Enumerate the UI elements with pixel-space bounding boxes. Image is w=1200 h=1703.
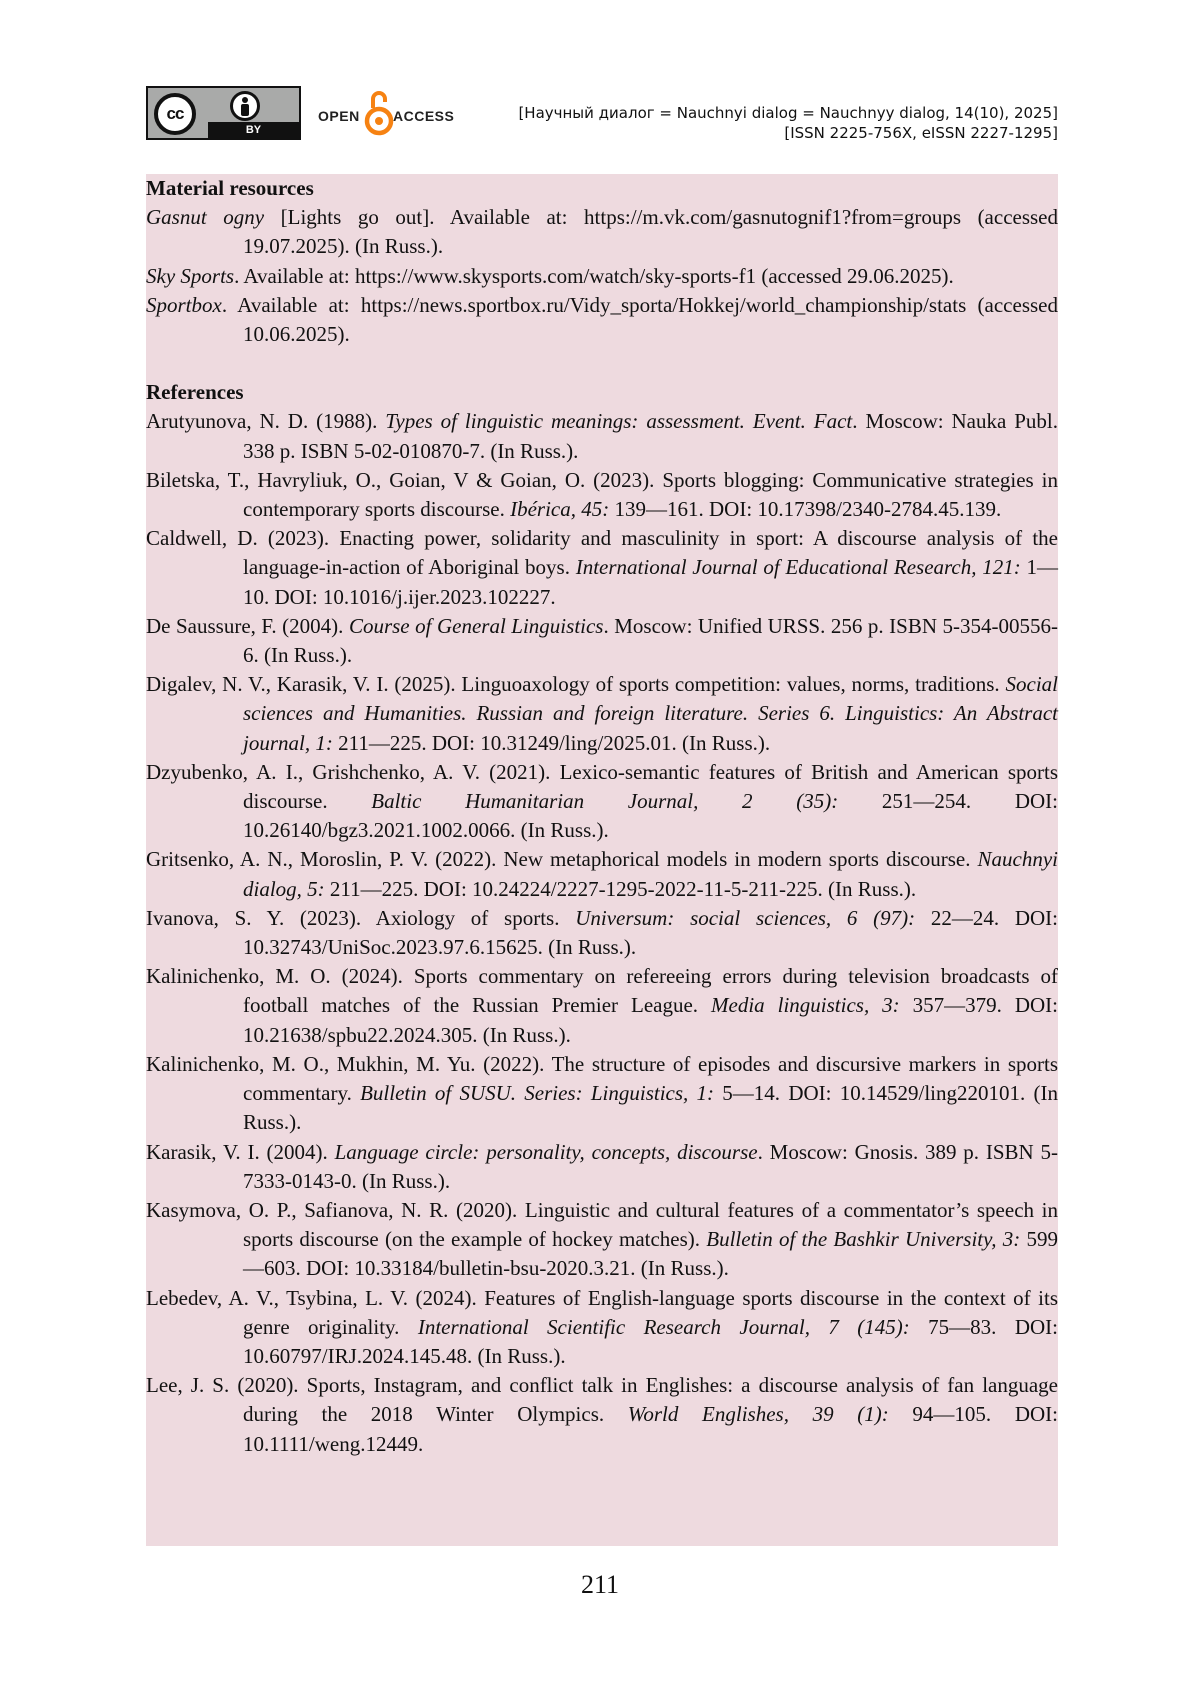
reference-item (146, 845, 1058, 903)
reference-item (146, 1196, 1058, 1284)
italic-text: World Englishes, 39 (1): (627, 1402, 889, 1427)
open-access-open-text: OPEN (318, 108, 360, 124)
text-segment: Dzyubenko, A. I., Grishchenko, A. V. (2021). Lexico-semantic features of British and American sports discourse. (146, 759, 1058, 814)
text-segment: Kasymova, O. P., Safianova, N. R. (2020). Linguistic and cultural features of a commentator’s speech in sports discourse (on the example of hockey matches). (146, 1197, 1058, 1252)
reference-item (146, 670, 1058, 758)
text-segment: Ivanova, S. Y. (2023). Axiology of sports. (146, 905, 576, 930)
reference-item (146, 466, 1058, 524)
italic-text: Course of General Linguistics (348, 613, 604, 638)
italic-text: Baltic Humanitarian Journal, 2 (35): (371, 789, 839, 814)
text-segment: 94—105. DOI: 10.1111/weng.12449. (243, 1402, 1058, 1456)
reference-item (146, 612, 1058, 670)
text-segment: 211—225. DOI: 10.24224/2227-1295-2022-11-5-211-225. (In Russ.). (324, 876, 917, 901)
open-access-lock-icon (364, 88, 394, 138)
italic-text: Gasnut ogny (146, 205, 265, 230)
text-segment: . Moscow: Gnosis. 389 p. ISBN 5-7333-0143-0. (In Russ.). (243, 1139, 1058, 1193)
cc-icon: cc (154, 93, 196, 135)
material-resource-item (146, 291, 1058, 349)
text-segment: . Available at: https://news.sportbox.ru/Vidy_sporta/Hokkej/world_championship/stats (accessed 10.06.2025). (221, 292, 1058, 347)
journal-title-line: [Научный диалог = Nauchnyi dialog = Nauchnyy dialog, 14(10), 2025] (518, 104, 1058, 122)
by-label: BY (245, 124, 262, 136)
page-header (146, 86, 1058, 142)
text-segment: 22—24. DOI: 10.32743/UniSoc.2023.97.6.15625. (In Russ.). (243, 905, 1058, 960)
references-section (146, 174, 1058, 1546)
text-segment: Kalinichenko, M. O. (2024). Sports commentary on refereeing errors during television broadcasts of football matches of the Russian Premier League. (146, 964, 1058, 1018)
italic-text: Nauchnyi dialog, 5: (243, 847, 1058, 901)
text-segment: . Moscow: Unified URSS. 256 p. ISBN 5-354-00556-6. (In Russ.). (243, 613, 1058, 668)
cc-by-license-badge[interactable] (146, 86, 301, 140)
italic-text: Sportbox (146, 292, 222, 317)
text-segment: 599—603. DOI: 10.33184/bulletin-bsu-2020.3.21. (In Russ.). (243, 1227, 1058, 1281)
reference-item (146, 904, 1058, 962)
references-list (146, 407, 1058, 1458)
text-segment: 1—10. DOI: 10.1016/j.ijer.2023.102227. (243, 555, 1058, 609)
reference-item (146, 1284, 1058, 1372)
open-access-access-text: ACCESS (393, 108, 455, 124)
text-segment: Karasik, V. I. (2004). (146, 1139, 335, 1164)
text-segment: 251—254. DOI: 10.26140/bgz3.2021.1002.0066. (In Russ.). (243, 789, 1058, 843)
text-segment: Lebedev, A. V., Tsybina, L. V. (2024). Features of English-language sports discourse in the context of its genre originality. (146, 1285, 1058, 1339)
text-segment: [Lights go out]. Available at: https://m.vk.com/gasnutognif1?from=groups (accessed 19.07.2025). (In Russ.). (243, 205, 1059, 259)
material-resources-heading: Material resources (146, 176, 314, 200)
text-segment: De Saussure, F. (2004). (146, 613, 349, 638)
reference-item (146, 407, 1058, 465)
italic-text: Bulletin of the Bashkir University, 3: (706, 1227, 1021, 1252)
reference-item (146, 962, 1058, 1050)
text-segment: Arutyunova, N. D. (1988). (146, 409, 386, 434)
journal-issn-line: [ISSN 2225-756X, eISSN 2227-1295] (784, 124, 1058, 142)
italic-text: Types of linguistic meanings: assessment. Event. Fact (385, 409, 853, 434)
page-number: 211 (580, 1570, 620, 1599)
text-segment: 5—14. DOI: 10.14529/ling220101. (In Russ.). (243, 1081, 1058, 1135)
text-segment: Kalinichenko, M. O., Mukhin, M. Yu. (2022). The structure of episodes and discursive markers in sports commentary. (146, 1051, 1058, 1106)
journal-citation (518, 103, 1058, 143)
reference-item (146, 758, 1058, 846)
text-segment: Digalev, N. V., Karasik, V. I. (2025). Linguoaxology of sports competition: values, norms, traditions. (146, 672, 1006, 697)
material-resources-list (146, 203, 1058, 349)
italic-text: Media linguistics, 3: (711, 993, 900, 1018)
text-segment: Gritsenko, A. N., Moroslin, P. V. (2022). New metaphorical models in modern sports discourse. (146, 847, 978, 872)
reference-item (146, 524, 1058, 612)
by-person-icon (230, 91, 260, 121)
italic-text: Ibérica, 45: (510, 497, 610, 522)
text-segment: Lee, J. S. (2020). Sports, Instagram, and conflict talk in Englishes: a discourse analysis of fan language during the 2018 Winter Olympics. (146, 1373, 1058, 1427)
text-segment: . Available at: https://www.skysports.com/watch/sky-sports-f1 (accessed 29.06.2025). (234, 263, 954, 288)
italic-text: Universum: social sciences, 6 (97): (575, 905, 916, 930)
text-segment: Biletska, T., Havryliuk, O., Goian, V & Goian, O. (2023). Sports blogging: Communicative strategies in contemporary sports discourse. (146, 467, 1058, 522)
reference-item (146, 1371, 1058, 1459)
italic-text: Language circle: personality, concepts, discourse (334, 1139, 758, 1164)
text-segment: 139—161. DOI: 10.17398/2340-2784.45.139. (609, 497, 1002, 522)
material-resource-item (146, 203, 1058, 261)
text-segment: . Moscow: Nauka Publ. 338 p. ISBN 5-02-010870-7. (In Russ.). (243, 409, 1058, 463)
text-segment: 211—225. DOI: 10.31249/ling/2025.01. (In Russ.). (332, 730, 771, 755)
italic-text: Bulletin of SUSU. Series: Linguistics, 1: (360, 1081, 715, 1106)
italic-text: International Journal of Educational Research, 121: (575, 555, 1021, 580)
reference-item (146, 1138, 1058, 1196)
references-heading: References (146, 380, 244, 405)
italic-text: Social sciences and Humanities. Russian and foreign literature. Series 6. Linguistics: An Abstract journal, 1: (243, 672, 1058, 755)
text-segment: 357—379. DOI: 10.21638/spbu22.2024.305. (In Russ.). (243, 993, 1058, 1047)
italic-text: International Scientific Research Journal, 7 (145): (417, 1314, 910, 1339)
reference-item (146, 1050, 1058, 1138)
italic-text: Sky Sports (146, 263, 235, 288)
text-segment: Caldwell, D. (2023). Enacting power, solidarity and masculinity in sport: A discourse analysis of the language-in-action of Aboriginal boys. (146, 526, 1058, 580)
text-segment: 75—83. DOI: 10.60797/IRJ.2024.145.48. (In Russ.). (243, 1314, 1058, 1368)
material-resource-item (146, 262, 1058, 291)
